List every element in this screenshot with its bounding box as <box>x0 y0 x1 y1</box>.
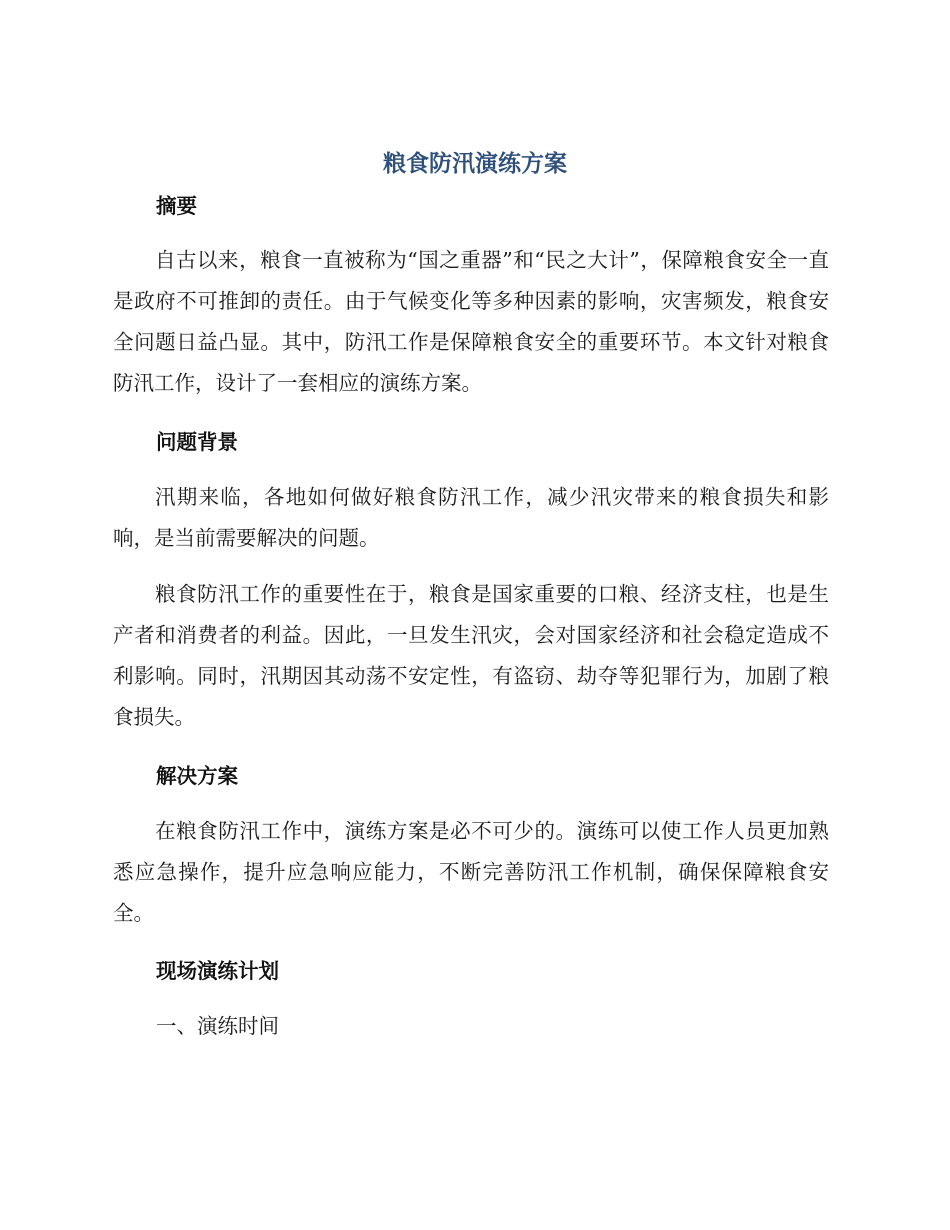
background-paragraph-2: 粮食防汛工作的重要性在于，粮食是国家重要的口粮、经济支柱，也是生产者和消费者的利益。因此，一旦发生汛灾，会对国家经济和社会稳定造成不利影响。同时，汛期因其动荡不安定性，有盗窃、劫夺等犯罪行为，加剧了粮食损失。 <box>113 582 829 729</box>
section-heading-background: 问题背景 <box>156 430 238 454</box>
abstract-paragraph: 自古以来，粮食一直被称为“国之重器”和“民之大计”，保障粮食安全一直是政府不可推卸的责任。由于气候变化等多种因素的影响，灾害频发，粮食安全问题日益凸显。其中，防汛工作是保障粮食安全的重要环节。本文针对粮食防汛工作，设计了一套相应的演练方案。 <box>113 248 829 395</box>
background-paragraph-1: 汛期来临，各地如何做好粮食防汛工作，减少汛灾带来的粮食损失和影响，是当前需要解决的问题。 <box>113 485 829 550</box>
section-heading-solution: 解决方案 <box>156 764 238 788</box>
solution-paragraph: 在粮食防汛工作中，演练方案是必不可少的。演练可以使工作人员更加熟悉应急操作，提升应急响应能力，不断完善防汛工作机制，确保保障粮食安全。 <box>113 819 829 925</box>
list-item-drill-time: 一、演练时间 <box>156 1014 279 1038</box>
document-title: 粮食防汛演练方案 <box>383 151 567 177</box>
section-heading-drill-plan: 现场演练计划 <box>156 959 279 983</box>
section-heading-abstract: 摘要 <box>156 194 197 218</box>
